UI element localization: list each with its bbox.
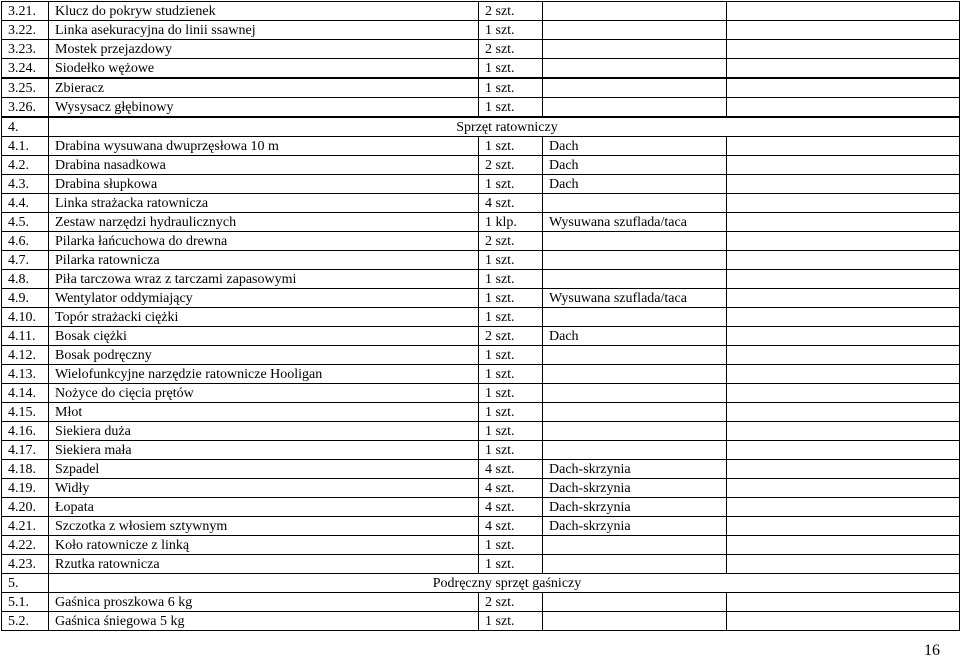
item-location: Wysuwana szuflada/taca (543, 213, 727, 232)
item-name: Wentylator oddymiający (49, 289, 479, 308)
table-row (2, 517, 960, 536)
item-notes (727, 308, 960, 327)
item-quantity: 1 szt. (479, 59, 543, 78)
item-number: 4.12. (2, 346, 49, 365)
table-row (2, 175, 960, 194)
item-number: 4.3. (2, 175, 49, 194)
item-number: 4.19. (2, 479, 49, 498)
item-quantity: 1 szt. (479, 365, 543, 384)
item-number: 4.22. (2, 536, 49, 555)
item-location (543, 612, 727, 631)
item-notes (727, 346, 960, 365)
item-number: 5.1. (2, 593, 49, 612)
item-notes (727, 194, 960, 213)
item-notes (727, 251, 960, 270)
table-row (2, 422, 960, 441)
item-number: 4.6. (2, 232, 49, 251)
item-number: 4.4. (2, 194, 49, 213)
item-location: Dach-skrzynia (543, 517, 727, 536)
item-notes (727, 213, 960, 232)
item-notes (727, 555, 960, 574)
item-location: Dach-skrzynia (543, 460, 727, 479)
item-name: Szczotka z włosiem sztywnym (49, 517, 479, 536)
section-title: Podręczny sprzęt gaśniczy (49, 574, 960, 593)
item-notes (727, 593, 960, 612)
item-number: 4.9. (2, 289, 49, 308)
table-row (2, 555, 960, 574)
item-quantity: 4 szt. (479, 479, 543, 498)
item-quantity: 1 klp. (479, 213, 543, 232)
item-location (543, 593, 727, 612)
item-notes (727, 232, 960, 251)
table-row (2, 40, 960, 59)
item-notes (727, 479, 960, 498)
equipment-table (1, 1, 960, 631)
page-number: 16 (924, 642, 940, 659)
item-notes (727, 98, 960, 117)
table-row (2, 346, 960, 365)
item-notes (727, 498, 960, 517)
item-name: Młot (49, 403, 479, 422)
item-location: Dach (543, 327, 727, 346)
item-quantity: 1 szt. (479, 251, 543, 270)
item-name: Łopata (49, 498, 479, 517)
table-row (2, 194, 960, 213)
item-number: 3.21. (2, 2, 49, 21)
item-number: 3.24. (2, 59, 49, 78)
item-name: Zbieracz (49, 79, 479, 98)
table-row (2, 536, 960, 555)
item-name: Drabina nasadkowa (49, 156, 479, 175)
item-quantity: 1 szt. (479, 422, 543, 441)
item-location: Dach (543, 137, 727, 156)
item-quantity: 1 szt. (479, 21, 543, 40)
item-location (543, 59, 727, 78)
table-row (2, 460, 960, 479)
table-row (2, 98, 960, 117)
table-row (2, 498, 960, 517)
item-name: Topór strażacki ciężki (49, 308, 479, 327)
item-quantity: 2 szt. (479, 156, 543, 175)
table-row (2, 79, 960, 98)
item-number: 4.1. (2, 137, 49, 156)
item-notes (727, 59, 960, 78)
item-name: Gaśnica śniegowa 5 kg (49, 612, 479, 631)
item-name: Linka strażacka ratownicza (49, 194, 479, 213)
table-row (2, 59, 960, 78)
item-notes (727, 289, 960, 308)
section-row (2, 118, 960, 137)
item-quantity: 4 szt. (479, 498, 543, 517)
item-name: Szpadel (49, 460, 479, 479)
item-name: Rzutka ratownicza (49, 555, 479, 574)
item-notes (727, 384, 960, 403)
item-number: 4.14. (2, 384, 49, 403)
item-quantity: 2 szt. (479, 2, 543, 21)
item-notes (727, 175, 960, 194)
item-location (543, 365, 727, 384)
item-location: Wysuwana szuflada/taca (543, 289, 727, 308)
item-number: 3.25. (2, 79, 49, 98)
item-notes (727, 327, 960, 346)
item-name: Linka asekuracyjna do linii ssawnej (49, 21, 479, 40)
item-name: Wielofunkcyjne narzędzie ratownicze Hooligan (49, 365, 479, 384)
item-quantity: 1 szt. (479, 98, 543, 117)
item-location (543, 2, 727, 21)
table-row (2, 479, 960, 498)
item-number: 4.16. (2, 422, 49, 441)
item-quantity: 1 szt. (479, 612, 543, 631)
item-quantity: 1 szt. (479, 441, 543, 460)
item-notes (727, 40, 960, 59)
item-name: Widły (49, 479, 479, 498)
item-quantity: 2 szt. (479, 232, 543, 251)
item-quantity: 1 szt. (479, 403, 543, 422)
item-location (543, 79, 727, 98)
item-name: Siekiera mała (49, 441, 479, 460)
table-row (2, 232, 960, 251)
table-row (2, 156, 960, 175)
item-name: Drabina wysuwana dwuprzęsłowa 10 m (49, 137, 479, 156)
item-notes (727, 612, 960, 631)
item-name: Koło ratownicze z linką (49, 536, 479, 555)
table-row (2, 2, 960, 21)
item-number: 5.2. (2, 612, 49, 631)
equipment-table-body (2, 2, 960, 631)
item-notes (727, 156, 960, 175)
item-notes (727, 517, 960, 536)
item-name: Nożyce do cięcia prętów (49, 384, 479, 403)
item-location (543, 555, 727, 574)
item-location (543, 270, 727, 289)
item-name: Bosak ciężki (49, 327, 479, 346)
item-location: Dach (543, 175, 727, 194)
item-location (543, 21, 727, 40)
item-notes (727, 270, 960, 289)
item-quantity: 1 szt. (479, 555, 543, 574)
item-quantity: 1 szt. (479, 79, 543, 98)
item-notes (727, 79, 960, 98)
item-quantity: 1 szt. (479, 346, 543, 365)
item-notes (727, 365, 960, 384)
item-name: Pilarka ratownicza (49, 251, 479, 270)
table-row (2, 441, 960, 460)
table-row (2, 21, 960, 40)
table-row (2, 403, 960, 422)
item-quantity: 1 szt. (479, 289, 543, 308)
item-name: Siekiera duża (49, 422, 479, 441)
table-row (2, 137, 960, 156)
item-name: Drabina słupkowa (49, 175, 479, 194)
item-quantity: 1 szt. (479, 270, 543, 289)
item-location: Dach (543, 156, 727, 175)
item-number: 4.8. (2, 270, 49, 289)
item-notes (727, 137, 960, 156)
item-notes (727, 21, 960, 40)
item-notes (727, 422, 960, 441)
item-number: 4.17. (2, 441, 49, 460)
item-name: Piła tarczowa wraz z tarczami zapasowymi (49, 270, 479, 289)
table-row (2, 270, 960, 289)
table-row (2, 213, 960, 232)
item-name: Wysysacz głębinowy (49, 98, 479, 117)
item-number: 4.20. (2, 498, 49, 517)
item-number: 4.23. (2, 555, 49, 574)
item-notes (727, 460, 960, 479)
item-number: 4.18. (2, 460, 49, 479)
item-location (543, 98, 727, 117)
item-number: 4.2. (2, 156, 49, 175)
item-number: 4.21. (2, 517, 49, 536)
item-number: 4.10. (2, 308, 49, 327)
table-row (2, 289, 960, 308)
item-number: 3.22. (2, 21, 49, 40)
item-name: Siodełko wężowe (49, 59, 479, 78)
item-quantity: 1 szt. (479, 175, 543, 194)
item-quantity: 1 szt. (479, 137, 543, 156)
item-notes (727, 441, 960, 460)
item-location: Dach-skrzynia (543, 498, 727, 517)
item-quantity: 4 szt. (479, 194, 543, 213)
table-row (2, 384, 960, 403)
table-row (2, 612, 960, 631)
item-quantity: 4 szt. (479, 517, 543, 536)
item-number: 3.23. (2, 40, 49, 59)
item-name: Bosak podręczny (49, 346, 479, 365)
section-row (2, 574, 960, 593)
table-row (2, 251, 960, 270)
item-quantity: 2 szt. (479, 40, 543, 59)
item-name: Pilarka łańcuchowa do drewna (49, 232, 479, 251)
item-location (543, 232, 727, 251)
item-quantity: 1 szt. (479, 384, 543, 403)
item-location (543, 403, 727, 422)
item-notes (727, 403, 960, 422)
item-location (543, 194, 727, 213)
item-location (543, 536, 727, 555)
item-number: 4.15. (2, 403, 49, 422)
item-location (543, 422, 727, 441)
item-quantity: 2 szt. (479, 327, 543, 346)
item-name: Zestaw narzędzi hydraulicznych (49, 213, 479, 232)
item-name: Mostek przejazdowy (49, 40, 479, 59)
item-location: Dach-skrzynia (543, 479, 727, 498)
item-number: 4.7. (2, 251, 49, 270)
table-row (2, 365, 960, 384)
table-row (2, 593, 960, 612)
section-title: Sprzęt ratowniczy (49, 118, 960, 137)
item-location (543, 308, 727, 327)
item-quantity: 1 szt. (479, 536, 543, 555)
section-number: 5. (2, 574, 49, 593)
item-number: 3.26. (2, 98, 49, 117)
item-number: 4.13. (2, 365, 49, 384)
item-number: 4.11. (2, 327, 49, 346)
item-name: Gaśnica proszkowa 6 kg (49, 593, 479, 612)
table-row (2, 327, 960, 346)
item-location (543, 251, 727, 270)
item-notes (727, 2, 960, 21)
item-location (543, 40, 727, 59)
item-quantity: 1 szt. (479, 308, 543, 327)
item-number: 4.5. (2, 213, 49, 232)
section-number: 4. (2, 118, 49, 137)
item-location (543, 441, 727, 460)
item-quantity: 4 szt. (479, 460, 543, 479)
item-quantity: 2 szt. (479, 593, 543, 612)
item-location (543, 346, 727, 365)
item-location (543, 384, 727, 403)
table-row (2, 308, 960, 327)
item-notes (727, 536, 960, 555)
item-name: Klucz do pokryw studzienek (49, 2, 479, 21)
